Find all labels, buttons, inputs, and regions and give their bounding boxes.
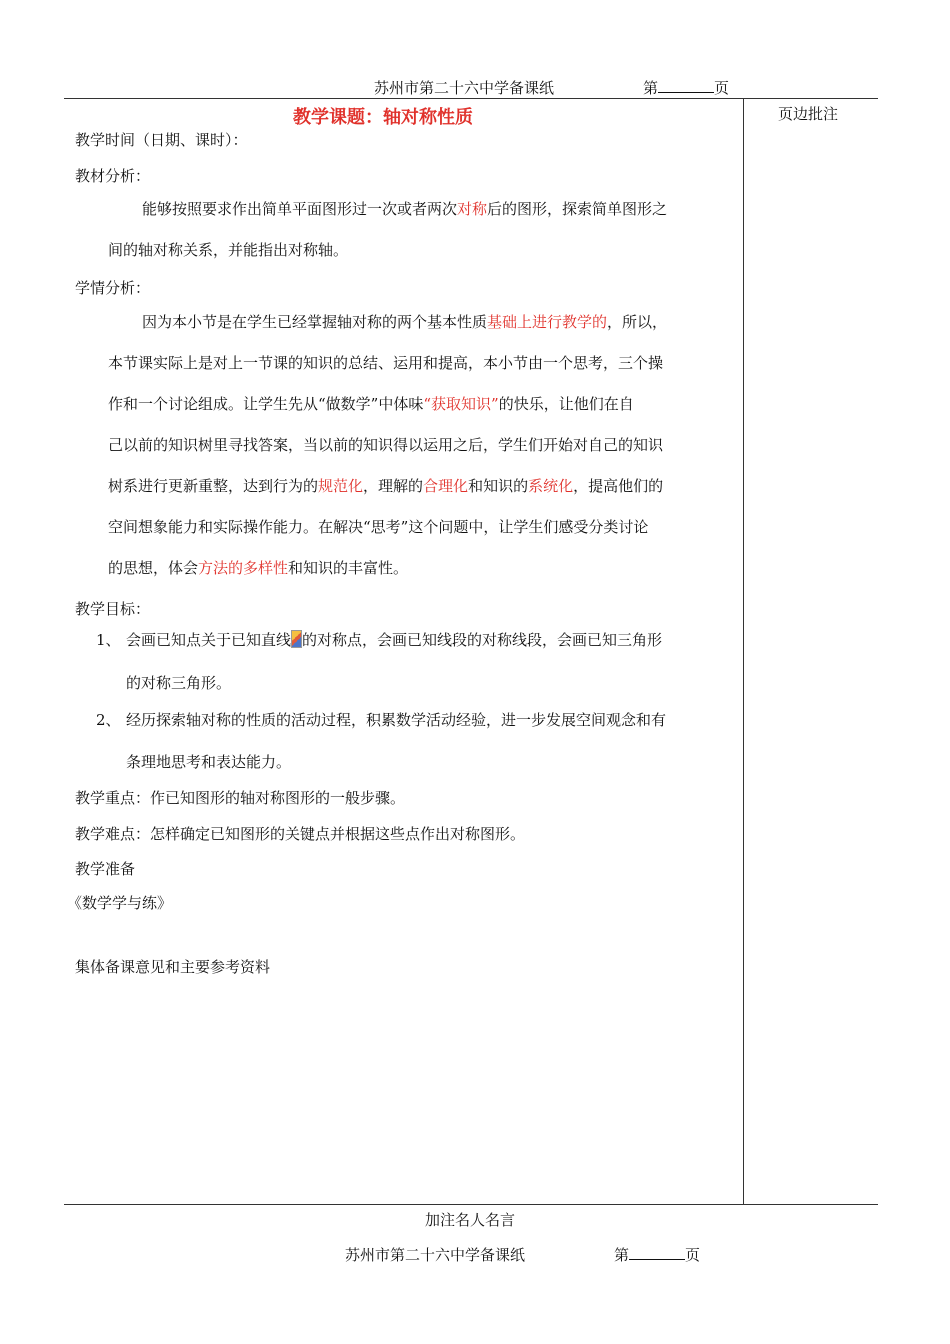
footer-quote: 加注名人名言 bbox=[425, 1211, 516, 1229]
goal-2-line-1: 经历探索轴对称的性质的活动过程，积累数学活动经验，进一步发展空间观念和有 bbox=[126, 711, 667, 729]
goal-2-line-2: 条理地思考和表达能力。 bbox=[126, 753, 292, 771]
material-label: 教材分析： bbox=[75, 167, 151, 185]
goal-1-line-2: 的对称三角形。 bbox=[126, 674, 232, 692]
collective-notes-label: 集体备课意见和主要参考资料 bbox=[75, 958, 271, 976]
column-divider bbox=[743, 98, 744, 1204]
goal-label: 教学目标： bbox=[75, 600, 151, 618]
prep-item: 《数学学与练》 bbox=[67, 894, 173, 912]
goal-1-number: 1、 bbox=[96, 631, 121, 649]
footer-page-number: 第 页 bbox=[614, 1246, 701, 1264]
header-school: 苏州市第二十六中学备课纸 bbox=[374, 79, 555, 97]
key-point: 教学重点：作已知图形的轴对称图形的一般步骤。 bbox=[75, 789, 406, 807]
goal-2-number: 2、 bbox=[96, 711, 121, 729]
footer-page-blank[interactable] bbox=[629, 1245, 685, 1260]
header-rule bbox=[64, 98, 878, 99]
student-analysis: 因为本小节是在学生已经掌握轴对称的两个基本性质基础上进行教学的，所以， 本节课实际上是对上一节课的知识的总结、运用和提高，本小节由一个思考，三个操 作和一个讨论组成。让学生先从“做数学”中体味“获取知识”的快乐，让他们在自 己以前的知识树里寻找答案，当以前的知识得以运用之后，学生们开始对自己的知识 树系进行更新重整，达到行为的规范化，理解的合理化和知识的系统化，提高他们的 空间想象能力和实际操作能力。在解决“思考”这个问题中，让学生们感受分类讨论 的思想，体会方法的多样性和知识的丰富性。 bbox=[108, 313, 668, 577]
student-label: 学情分析： bbox=[75, 279, 151, 297]
footer-rule bbox=[64, 1204, 878, 1205]
prep-label: 教学准备 bbox=[75, 860, 136, 878]
material-analysis: 能够按照要求作出简单平面图形过一次或者两次对称后的图形，探索简单图形之 间的轴对称关系，并能指出对称轴。 bbox=[108, 200, 668, 259]
time-label: 教学时间（日期、课时）： bbox=[75, 131, 248, 149]
lesson-title: 教学课题：轴对称性质 bbox=[293, 107, 473, 128]
footer-school: 苏州市第二十六中学备课纸 bbox=[345, 1246, 526, 1264]
sidebar-title: 页边批注 bbox=[778, 105, 839, 123]
goal-1-line-1: 会画已知点关于已知直线 的对称点，会画已知线段的对称线段，会画已知三角形 bbox=[126, 631, 663, 649]
header-page-number: 第 页 bbox=[643, 79, 730, 97]
inline-image-icon bbox=[291, 630, 302, 648]
page-number-blank[interactable] bbox=[658, 78, 714, 93]
difficulty: 教学难点：怎样确定已知图形的关键点并根据这些点作出对称图形。 bbox=[75, 825, 526, 843]
